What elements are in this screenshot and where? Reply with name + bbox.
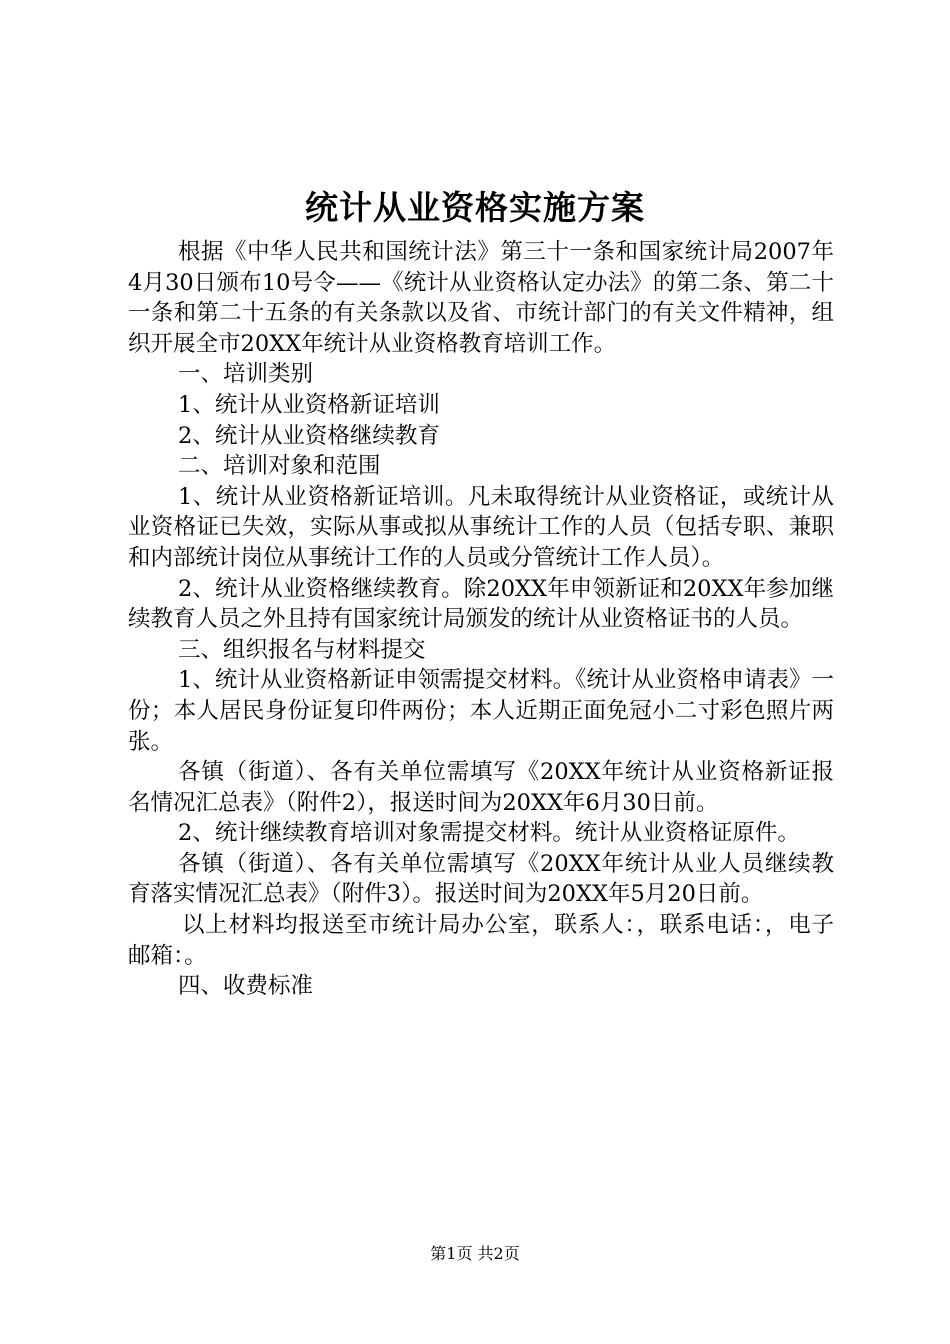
body-paragraph: 1、统计从业资格新证培训。凡未取得统计从业资格证，或统计从业资格证已失效，实际从事或拟从事统计工作的人员（包括专职、兼职和内部统计岗位从事统计工作的人员或分管统计工作人员）。 (128, 483, 834, 571)
body-paragraph: 各镇（街道）、各有关单位需填写《20XX年统计从业人员继续教育落实情况汇总表》（附件3）。报送时间为20XX年5月20日前。 (128, 850, 834, 908)
section-heading-4: 四、收费标准 (178, 973, 314, 1000)
contact-paragraph: 以上材料均报送至市统计局办公室，联系人：，联系电话：，电子邮箱：。 (128, 912, 834, 969)
document-title: 统计从业资格实施方案 (305, 188, 645, 227)
intro-paragraph: 根据《中华人民共和国统计法》第三十一条和国家统计局2007年4月30日颁布10号令——《统计从业资格认定办法》的第二条、第二十一条和第二十五条的有关条款以及省、市统计部门的有关文件精神，组织开展全市20XX年统计从业资格教育培训工作。 (128, 239, 834, 357)
section-heading-1: 一、培训类别 (178, 361, 314, 388)
list-item: 1、统计从业资格新证培训 (178, 391, 440, 418)
body-paragraph: 各镇（街道）、各有关单位需填写《20XX年统计从业资格新证报名情况汇总表》（附件2），报送时间为20XX年6月30日前。 (128, 759, 834, 816)
document-body (128, 237, 834, 1002)
list-item: 2、统计从业资格继续教育 (178, 422, 440, 449)
page-footer (0, 1243, 950, 1265)
section-heading-2: 二、培训对象和范围 (178, 453, 381, 480)
section-heading-3: 三、组织报名与材料提交 (178, 636, 426, 663)
body-paragraph: 2、统计继续教育培训对象需提交材料。统计从业资格证原件。 (178, 820, 800, 847)
page-indicator: 第1页 共2页 (430, 1244, 520, 1263)
body-paragraph: 1、统计从业资格新证申领需提交材料。《统计从业资格申请表》一份；本人居民身份证复印件两份；本人近期正面免冠小二寸彩色照片两张。 (128, 667, 834, 755)
body-paragraph: 2、统计从业资格继续教育。除20XX年申领新证和20XX年参加继续教育人员之外且持有国家统计局颁发的统计从业资格证书的人员。 (128, 575, 834, 633)
